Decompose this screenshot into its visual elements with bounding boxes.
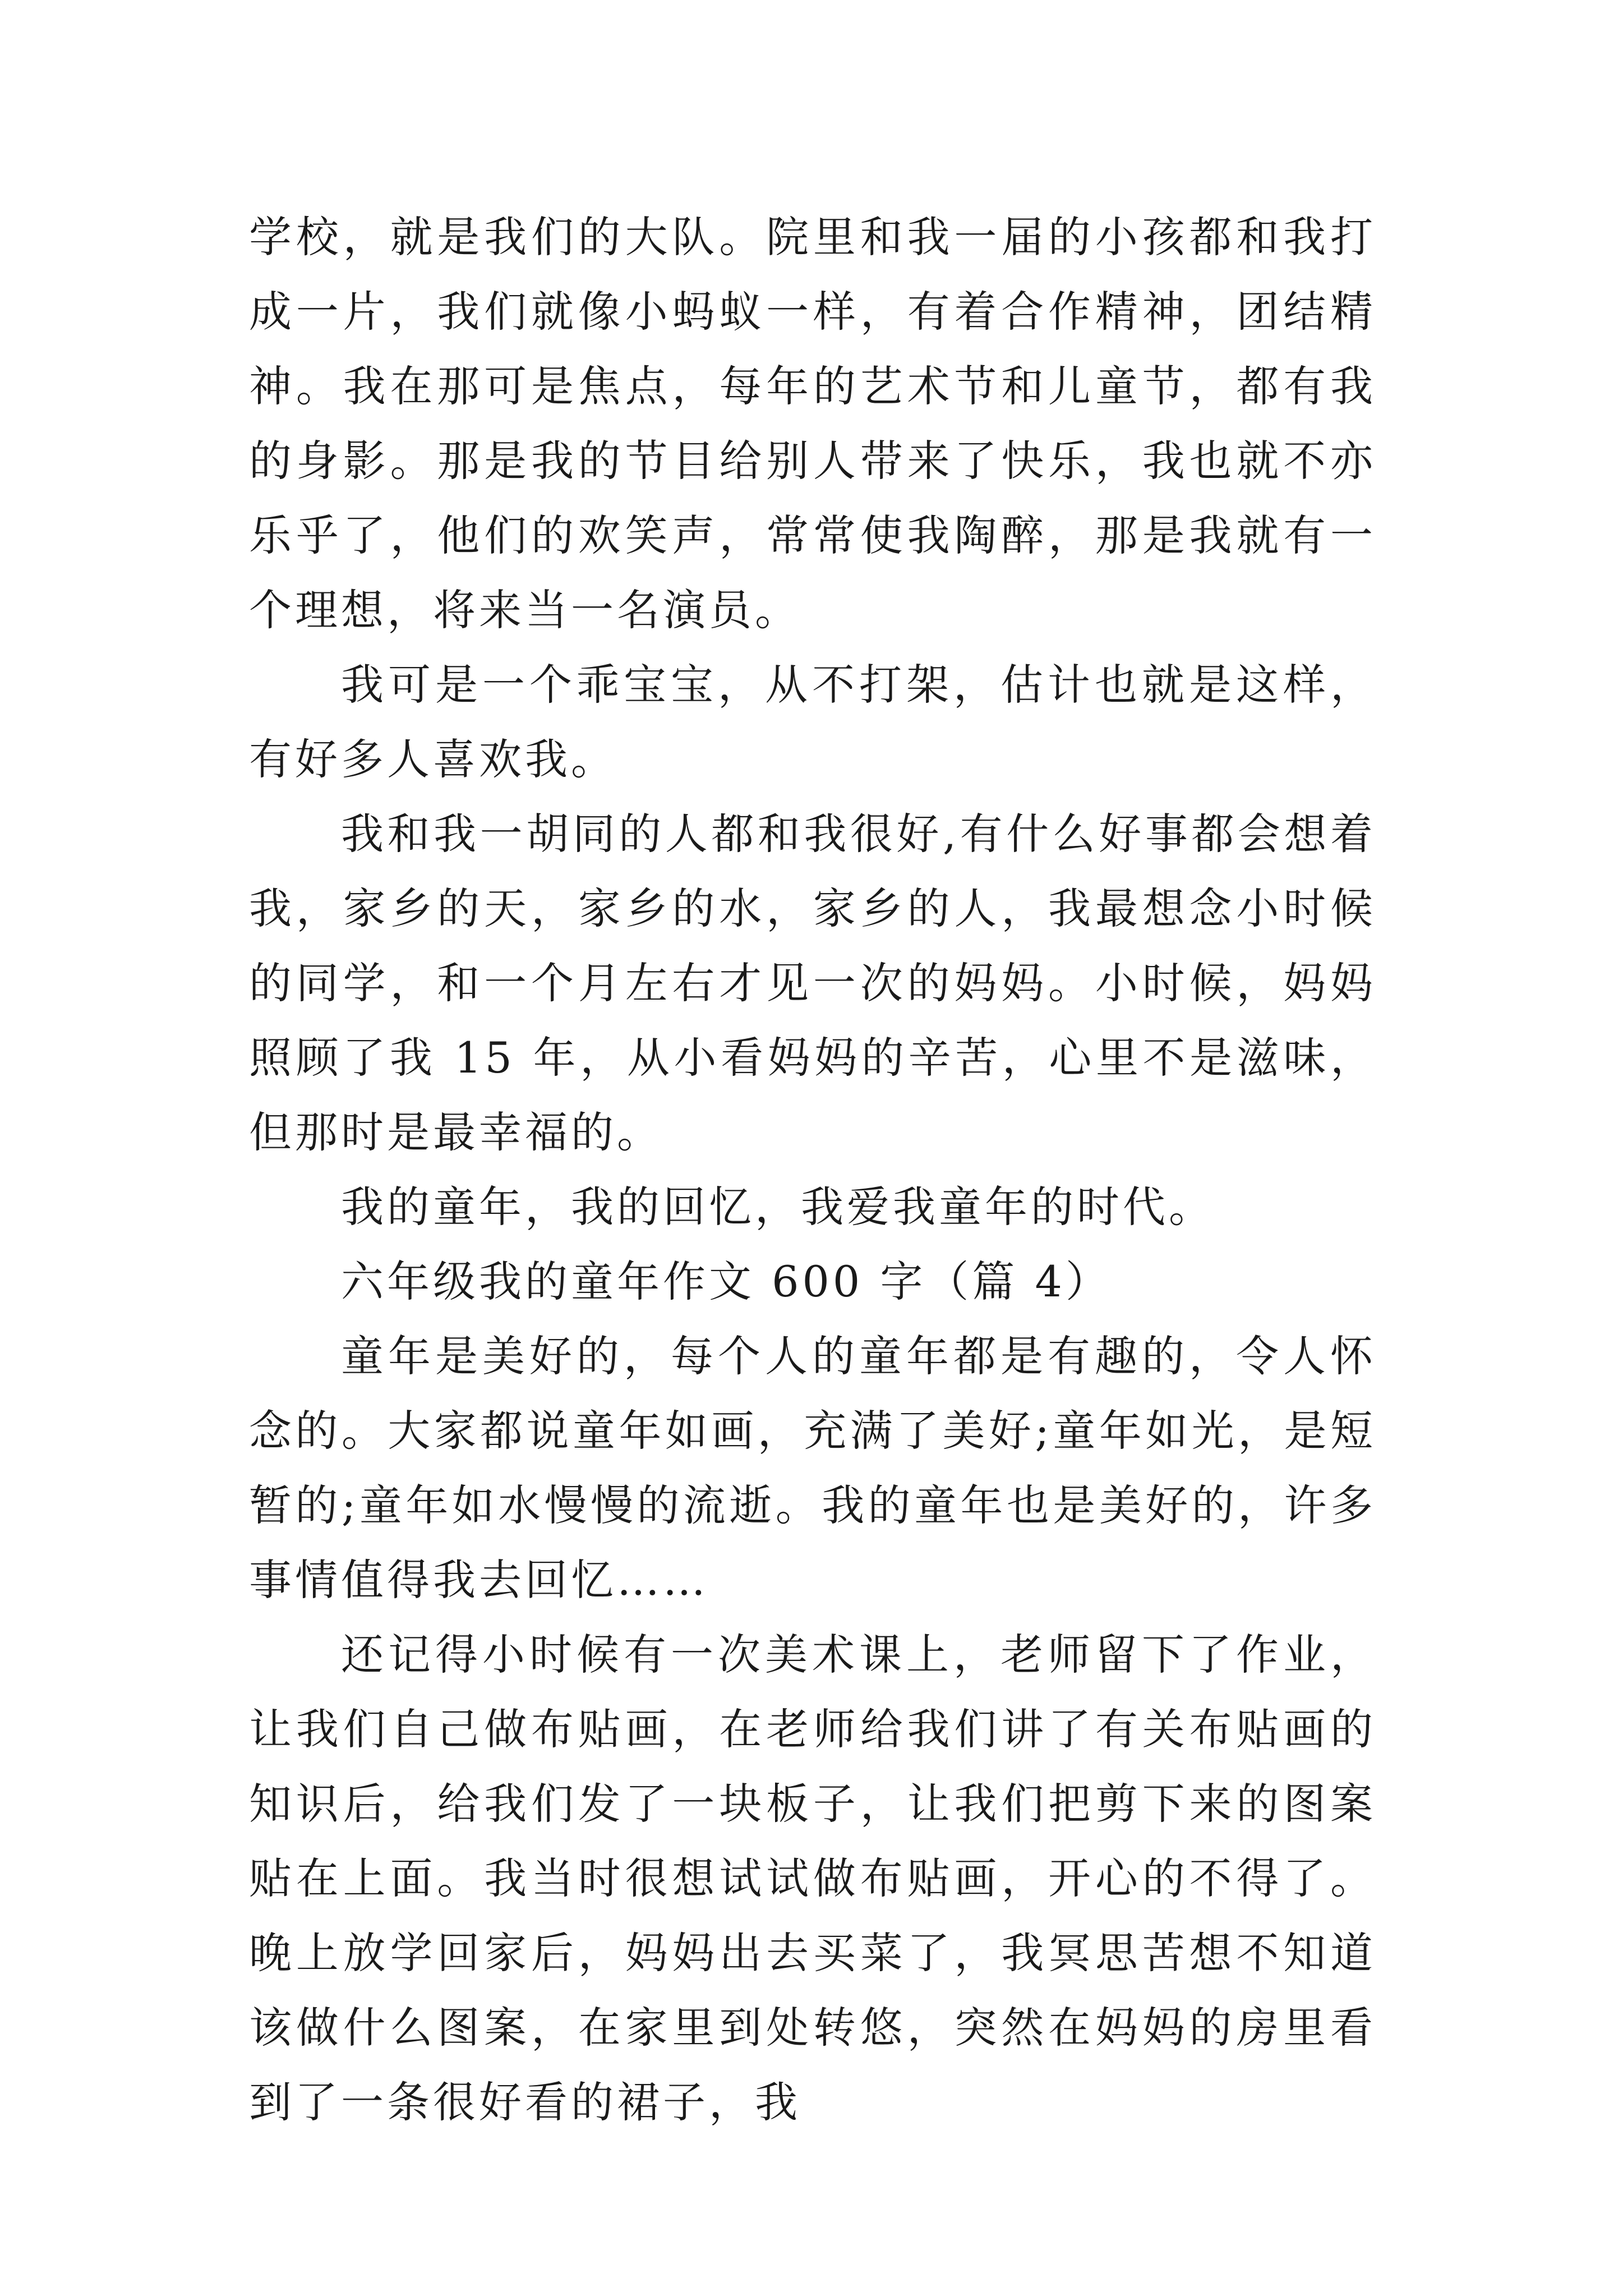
paragraph: 我的童年，我的回忆，我爱我童年的时代。 (341, 1182, 1215, 1232)
paragraph-continuation: 学校，就是我们的大队。院里和我一届的小孩都和我打成一片，我们就像小蚂蚁一样，有着合作精神，团结精神。我在那可是焦点，每年的艺术节和儿童节，都有我的身影。那是我的节目给别人带来了快乐，我也就不亦乐乎了，他们的欢笑声，常常使我陶醉，那是我就有一个理想，将来当一名演员。 (249, 212, 1376, 635)
paragraph: 还记得小时候有一次美术课上，老师留下了作业，让我们自己做布贴画，在老师给我们讲了有关布贴画的知识后，给我们发了一块板子，让我们把剪下来的图案贴在上面。我当时很想试试做布贴画，开心的不得了。晚上放学回家后，妈妈出去买菜了，我冥思苦想不知道该做什么图案，在家里到处转悠，突然在妈妈的房里看到了一条很好看的裙子，我 (249, 1630, 1376, 2127)
section-heading: 六年级我的童年作文 600 字（篇 4） (341, 1257, 1112, 1306)
paragraph: 我可是一个乖宝宝，从不打架，估计也就是这样，有好多人喜欢我。 (249, 660, 1376, 784)
paragraph: 我和我一胡同的人都和我很好,有什么好事都会想着我，家乡的天，家乡的水，家乡的人，我最想念小时候的同学，和一个月左右才见一次的妈妈。小时候，妈妈照顾了我 15 年，从小看妈妈的辛苦，心里不是滋味，但那时是最幸福的。 (249, 809, 1376, 1157)
document-body (249, 200, 1376, 2139)
paragraph: 童年是美好的，每个人的童年都是有趣的，令人怀念的。大家都说童年如画，充满了美好;童年如光，是短暂的;童年如水慢慢的流逝。我的童年也是美好的，许多事情值得我去回忆…… (249, 1331, 1376, 1605)
